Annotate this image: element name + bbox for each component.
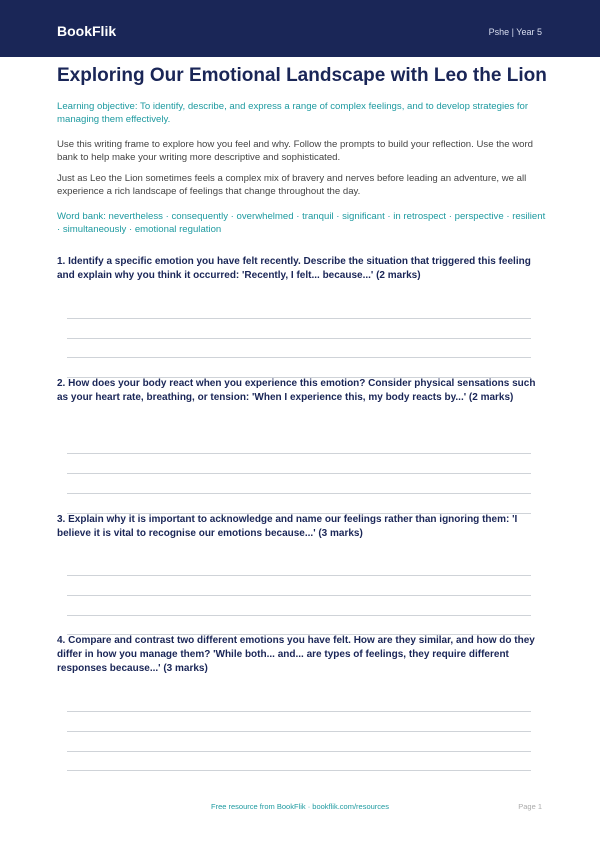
answer-line[interactable]	[67, 615, 531, 616]
intro-paragraph: Use this writing frame to explore how you feel and why. Follow the prompts to build your reflection. Use the word bank to help make your writing more descriptive and sophisticated.	[57, 139, 534, 163]
answer-line[interactable]	[67, 595, 531, 596]
answer-line[interactable]	[67, 575, 531, 576]
footer-link[interactable]: Free resource from BookFlik · bookflik.com/resources	[211, 802, 389, 811]
answer-line[interactable]	[67, 770, 531, 771]
answer-line[interactable]	[67, 473, 531, 474]
answer-line[interactable]	[67, 338, 531, 339]
word-bank: Word bank: nevertheless · consequently · overwhelmed · tranquil · significant · in retrospect · perspective · resilient · simultaneously · emotional regulation	[57, 211, 546, 235]
subject-year-label: Pshe | Year 5	[488, 27, 542, 37]
answer-line[interactable]	[67, 751, 531, 752]
learning-objective: Learning objective: To identify, describe, and express a range of complex feelings, and to develop strategies for managing them effectively.	[57, 101, 529, 125]
question-2: 2. How does your body react when you experience this emotion? Consider physical sensations such as your heart rate, breathing, or tension: 'When I experience this, my body reacts by...' (2 marks)	[57, 378, 536, 403]
answer-line[interactable]	[67, 453, 531, 454]
answer-line[interactable]	[67, 493, 531, 494]
answer-line[interactable]	[67, 731, 531, 732]
page-header	[0, 0, 600, 57]
answer-line[interactable]	[67, 357, 531, 358]
page-title: Exploring Our Emotional Landscape with Leo the Lion	[57, 65, 547, 86]
question-3: 3. Explain why it is important to acknowledge and name our feelings rather than ignoring them: 'I believe it is vital to recognise our emotions because...' (3 marks)	[57, 514, 518, 539]
context-paragraph: Just as Leo the Lion sometimes feels a complex mix of bravery and nerves before leading an adventure, we all experience a rich landscape of feelings that change throughout the day.	[57, 173, 527, 197]
answer-line[interactable]	[67, 318, 531, 319]
brand-logo: BookFlik	[57, 23, 117, 39]
question-1: 1. Identify a specific emotion you have felt recently. Describe the situation that triggered this feeling and explain why you think it occurred: 'Recently, I felt... because...' (2 marks)	[57, 256, 531, 281]
answer-line[interactable]	[67, 711, 531, 712]
question-4: 4. Compare and contrast two different emotions you have felt. How are they similar, and how do they differ in how you manage them? 'While both... and... are types of feelings, they require different responses because...' (3 marks)	[57, 635, 535, 674]
page-number: Page 1	[518, 802, 542, 811]
